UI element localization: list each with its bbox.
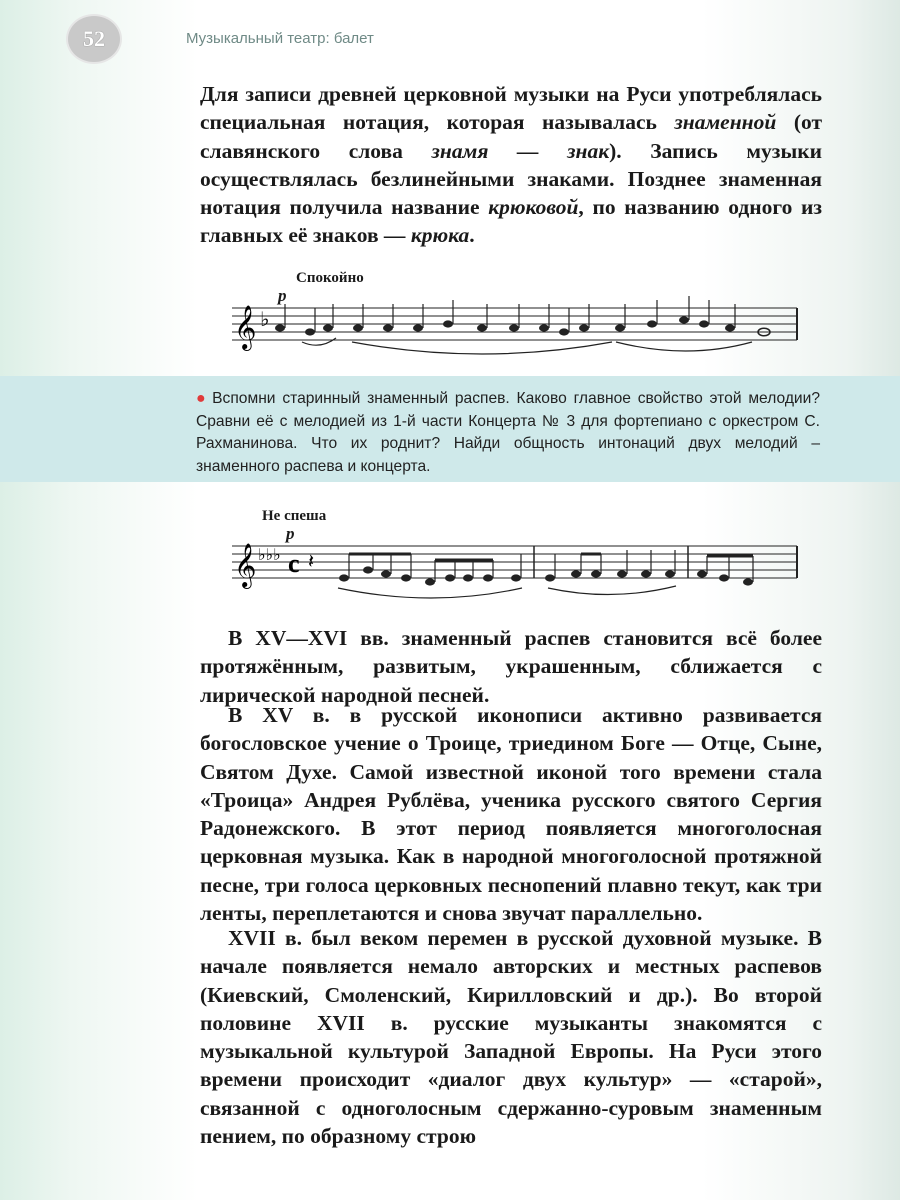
flat-icon: ♭♭♭ [258, 545, 281, 564]
page-number: 52 [66, 14, 122, 64]
term-kryuk: крюка [410, 223, 470, 248]
tempo-marking-1: Спокойно [296, 270, 364, 286]
music-staff-2 [232, 538, 802, 608]
term-znamennaya: знаменной [674, 110, 777, 135]
treble-clef-icon: 𝄞 [234, 543, 257, 587]
melody-notes-2 [339, 566, 753, 585]
rest-icon: 𝄽 [308, 549, 315, 573]
treble-clef-icon: 𝄞 [234, 305, 257, 349]
common-time-icon: c [288, 549, 300, 578]
question-text: ● Вспомни старинный знаменный распев. Каково главное свойство этой мелодии? Сравни её с мелодией из 1-й части Концерта № 3 для фортепиано с оркестром С. Рахманинова. Что их роднит? Найди общность интонаций двух мелодий – знаменного распева и концерта. [196, 390, 821, 475]
bullet-icon: ● [196, 390, 209, 407]
term-kryukovaya: крюковой [488, 195, 579, 220]
melody-notes-1 [275, 316, 770, 335]
dynamic-marking-1: p [278, 286, 287, 305]
term-znamya: знамя — знак [431, 138, 610, 163]
music-staff-1 [232, 300, 802, 360]
dynamic-marking-2: p [286, 524, 295, 543]
paragraph-2: В XV в. в русской иконописи активно развивается богословское учение о Троице, триедином Боге — Отце, Сыне, Святом Духе. Самой известной иконой того времени стала «Троица» Андрея Рублёва, ученика русского святого Сергия Радонежского. В этот период появляется многоголосная церковная музыка. Как в народной многоголосной протяжной песне, три голоса церковных песнопений плавно текут, как три ленты, переплетаются и снова звучат параллельно. [200, 703, 822, 926]
paragraph-1: В XV—XVI вв. знаменный распев становится всё более протяжённым, развитым, украшенным, сближается с лирической народной песней. [200, 626, 822, 707]
intro-paragraph: Для записи древней церковной музыки на Руси употреблялась специальная нотация, которая называлась знаменной (от славянского слова знамя — знак). Запись музыки осуществлялась безлинейными знаками. Позднее знаменная нотация получила название крюковой, по названию одного из главных её знаков — крюка. [200, 82, 823, 248]
paragraph-3: XVII в. был веком перемен в русской духовной музыке. В начале появляется немало авторских и местных распевов (Киевский, Смоленский, Кирилловский и др.). Во второй половине XVII в. русские музыканты знакомятся с музыкальной культурой Западной Европы. На Руси этого времени происходит «диалог двух культур» — «старой», связанной с одноголосным сдержанно-суровым знаменным пением, по образному строю [200, 926, 822, 1149]
tempo-marking-2: Не спеша [262, 508, 327, 524]
flat-icon: ♭ [260, 307, 270, 331]
slurs-2 [338, 586, 676, 598]
running-head: Музыкальный театр: балет [186, 30, 374, 47]
